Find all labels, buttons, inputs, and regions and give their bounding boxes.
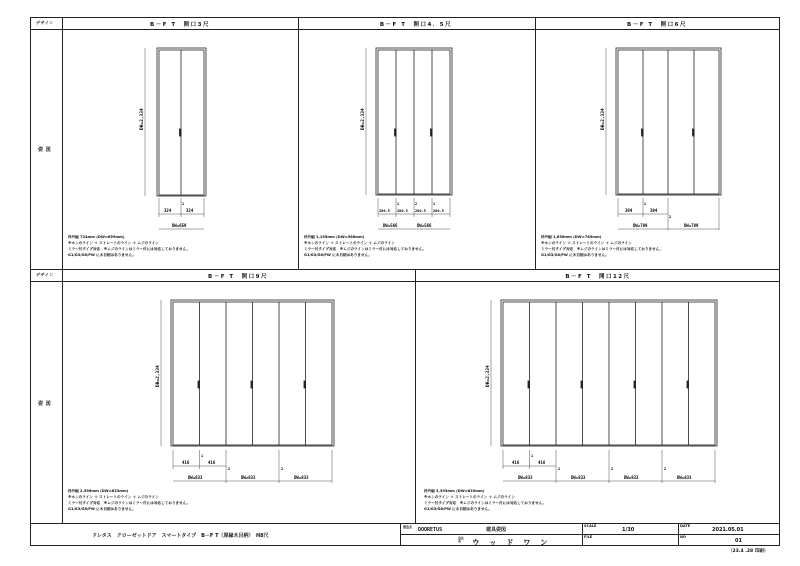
dw-label-6shaku-1: DW=789 <box>633 223 648 228</box>
height-label-3shaku: DH=2,334 <box>140 108 145 130</box>
height-label-4-5shaku: DH=2,334 <box>361 108 366 130</box>
date-value: 2021.05.01 <box>712 527 744 533</box>
elevation-label-top: 姿 図 <box>38 147 52 153</box>
note-line: ミラー付タイプ対応 ※ムジのラインはミラー付には対応しておりません。 <box>68 247 191 251</box>
panel-width-12shaku-2: 416 <box>538 460 546 465</box>
maker-name: DOORETUS <box>418 527 443 533</box>
svg-text:2: 2 <box>415 202 418 206</box>
panel-width-6shaku-2: 394 <box>650 208 658 213</box>
svg-text:1: 1 <box>433 202 436 206</box>
dw-label-12shaku-2: DW=833 <box>571 475 586 480</box>
dw-label-12shaku-1: DW=833 <box>518 475 533 480</box>
note-line: ※ホンのライン ＋ ストレートのライン ＋ ムジのライン <box>541 241 632 245</box>
panel-title-9shaku: B－F T 開口9尺 <box>208 274 268 280</box>
note-line: 枠外幅 724mm (DW=659mm) <box>68 235 125 239</box>
dw-label-3shaku-1: DW=659 <box>172 223 187 228</box>
svg-text:2: 2 <box>611 467 614 471</box>
panel-title-3shaku: B－F T 開口3尺 <box>150 22 210 28</box>
notes-6shaku <box>541 234 663 258</box>
panel-title-6shaku: B－F T 開口6尺 <box>627 22 687 28</box>
note-line: G1/G3/G8/PW に木目柄はありません。 <box>304 253 372 257</box>
print-note: （23.4 .28 印刷） <box>728 549 769 554</box>
height-label-12shaku: DH=2,334 <box>486 365 491 387</box>
note-line: ※ホンのライン ＋ ストレートのライン ＋ ムジのライン <box>424 495 515 499</box>
svg-text:1: 1 <box>397 202 400 206</box>
panel-width-9shaku-1: 416 <box>182 460 190 465</box>
note-line: G1/G3/G8/PW に木目柄はありません。 <box>541 253 609 257</box>
svg-text:2: 2 <box>558 467 561 471</box>
note-line: ※ホンのライン ＋ ストレートのライン ＋ ムジのライン <box>68 241 159 245</box>
panel-title-4-5shaku: B－F T 開口4．5尺 <box>379 22 453 28</box>
notes-3shaku <box>68 234 190 258</box>
note-line: G1/G3/G8/PW に木目柄はありません。 <box>424 507 492 511</box>
svg-text:1: 1 <box>182 202 185 206</box>
dw-label-9shaku-3: DW=833 <box>294 475 309 480</box>
note-line: 枠外幅 3,393mm (DW=833mm) <box>424 489 485 493</box>
note-line: 枠外幅 1,195mm (DW=566mm) <box>304 235 365 239</box>
svg-text:1: 1 <box>531 454 534 458</box>
note-line: ミラー付タイプ対応 ※ムジのラインはミラー付には対応しておりません。 <box>541 247 664 251</box>
dw-label-6shaku-2: DW=789 <box>684 223 699 228</box>
drawing-name: 建具姿図 <box>486 527 507 533</box>
notes-4-5shaku <box>304 234 426 258</box>
panel-title-12shaku: B－F T 開口12尺 <box>565 274 631 280</box>
elevation-label-bottom: 姿 図 <box>38 401 52 407</box>
svg-text:2: 2 <box>664 467 667 471</box>
panel-width-4-5shaku-3: 280.5 <box>415 209 426 213</box>
svg-text:1: 1 <box>201 454 204 458</box>
company-name: ウ ッ ド ワ ン <box>472 538 549 547</box>
dw-label-4-5shaku-1: DW=566 <box>383 223 398 228</box>
scale-value: 1/30 <box>622 527 635 533</box>
note-line: G1/G3/G8/PW に木目柄はありません。 <box>68 507 136 511</box>
notes-9shaku <box>68 488 190 512</box>
svg-text:2: 2 <box>228 467 231 471</box>
note-line: ミラー付タイプ対応 ※ムジのラインはミラー付には対応しておりません。 <box>68 501 191 505</box>
svg-text:1: 1 <box>644 202 647 206</box>
svg-text:2: 2 <box>281 467 284 471</box>
note-line: ※ホンのライン ＋ ストレートのライン ＋ ムジのライン <box>68 495 159 499</box>
design-label-bottom: デザイン <box>36 272 54 277</box>
scale-label: SCALE <box>584 524 597 528</box>
no-value: 01 <box>735 538 742 544</box>
panel-width-4-5shaku-1: 280.5 <box>379 209 390 213</box>
note-line: 枠外幅 2,556mm (DW=833mm) <box>68 489 129 493</box>
panel-width-4-5shaku-4: 280.5 <box>433 209 444 213</box>
svg-text:2: 2 <box>669 215 672 219</box>
panel-width-3shaku-2: 324 <box>186 208 194 213</box>
date-label: DATE <box>680 524 691 528</box>
note-line: ミラー付タイプ対応 ※ムジのラインはミラー付には対応しておりません。 <box>424 501 547 505</box>
dw-label-9shaku-2: DW=833 <box>241 475 256 480</box>
height-label-9shaku: DH=2,334 <box>156 365 161 387</box>
panel-width-9shaku-2: 416 <box>208 460 216 465</box>
file-label: FILE <box>584 535 593 539</box>
height-label-6shaku: DH=2,334 <box>601 108 606 130</box>
dw-label-12shaku-4: DW=833 <box>677 475 692 480</box>
note-line: ※ホンのライン ＋ ストレートのライン ＋ ムジのライン <box>304 241 395 245</box>
drawing-title: ドレタス クローゼットドア スマートタイプ B－F T（厚縁木目柄） H8尺 <box>92 533 269 539</box>
design-label-top: デザイン <box>36 20 54 25</box>
note-line: G1/G3/G8/PW に木目柄はありません。 <box>68 253 136 257</box>
no-label: NO <box>680 535 686 539</box>
dw-label-9shaku-1: DW=833 <box>188 475 203 480</box>
note-line: ミラー付タイプ対応 ※ムジのラインはミラー付には対応しておりません。 <box>304 247 427 251</box>
panel-width-3shaku-1: 324 <box>164 208 172 213</box>
dw-label-12shaku-3: DW=833 <box>624 475 639 480</box>
note-line: 枠外幅 1,636mm (DW=789mm) <box>541 235 602 239</box>
notes-12shaku <box>424 488 546 512</box>
dw-label-4-5shaku-2: DW=566 <box>417 223 432 228</box>
maker-label: 製造者 <box>403 525 413 529</box>
company-label: 会社名 <box>458 536 465 543</box>
panel-width-4-5shaku-2: 280.5 <box>397 209 408 213</box>
panel-width-6shaku-1: 394 <box>625 208 633 213</box>
panel-width-12shaku-1: 416 <box>512 460 520 465</box>
